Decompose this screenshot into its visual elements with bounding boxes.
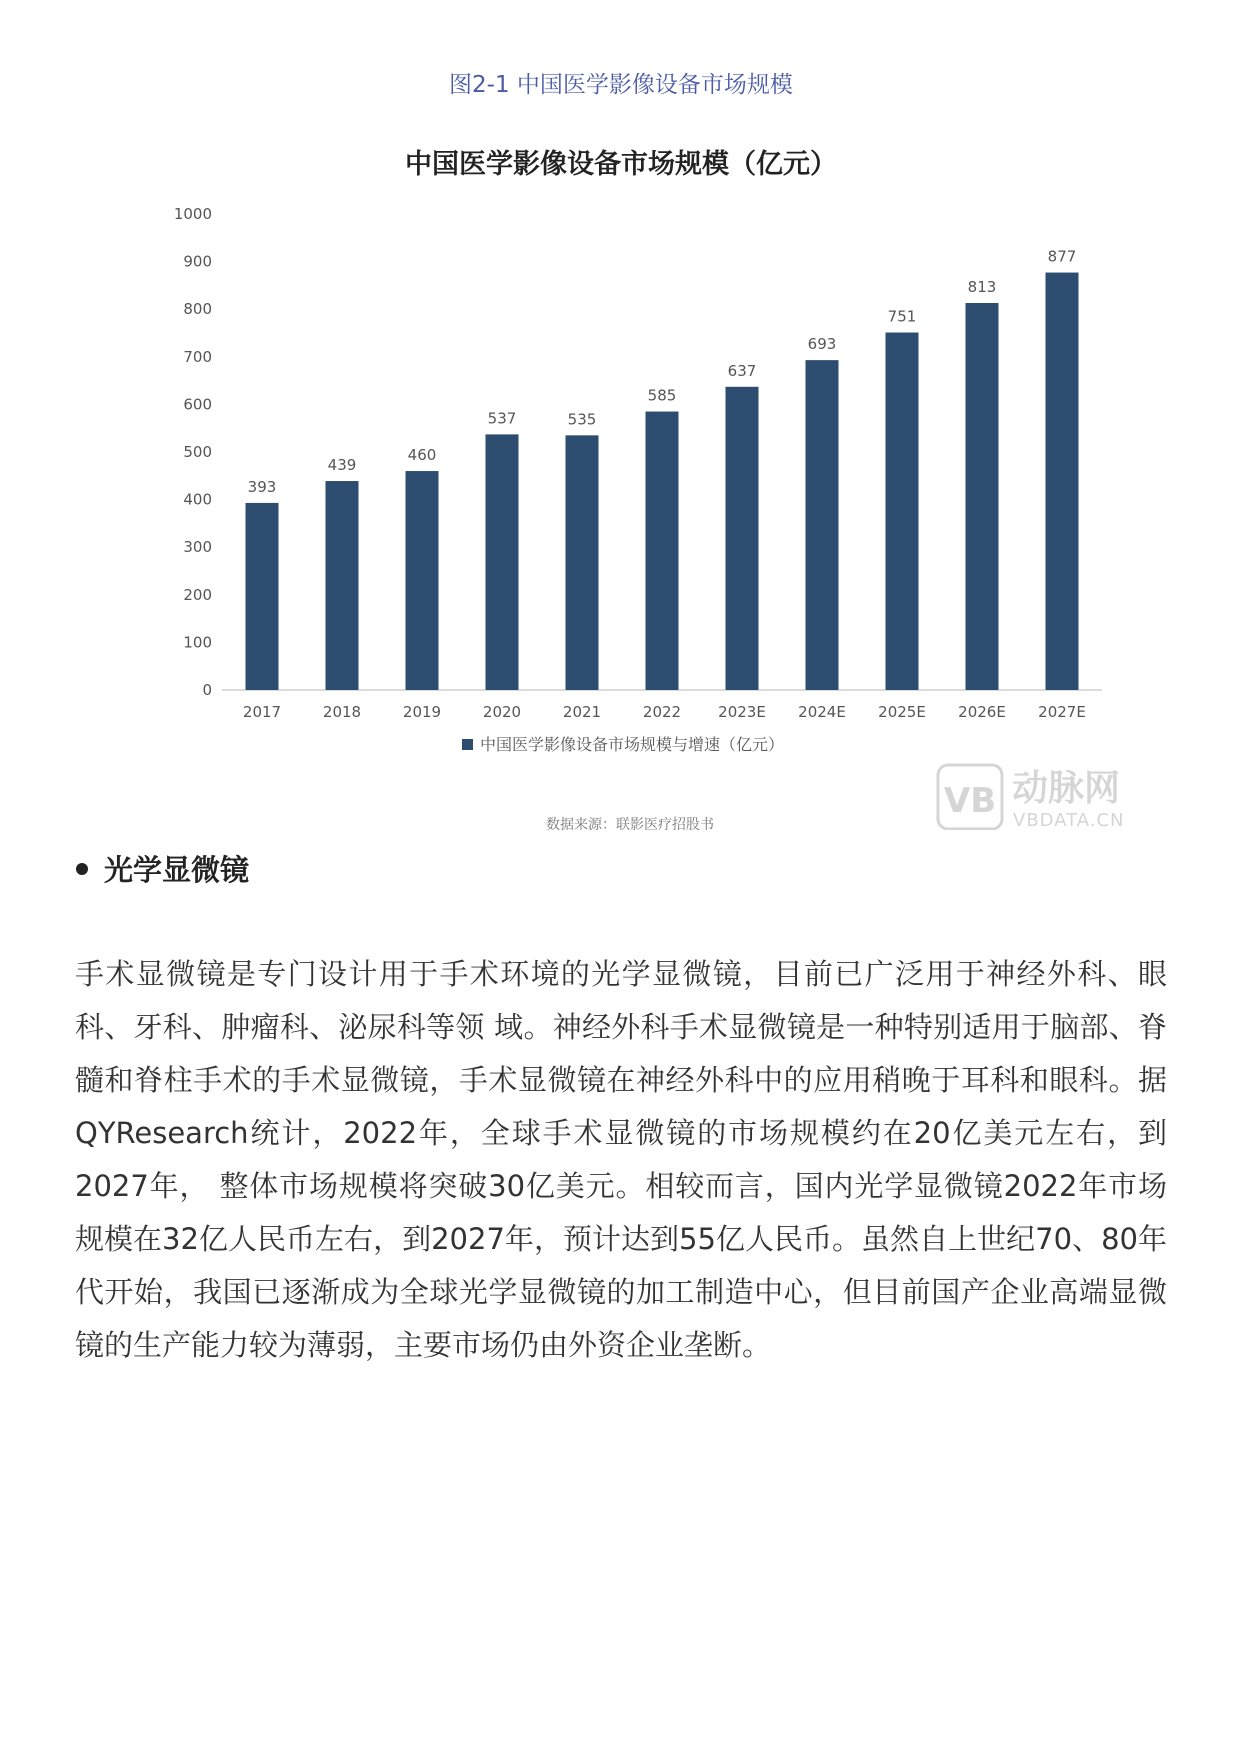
bar-value-label: 637 <box>727 361 757 380</box>
y-tick-label: 200 <box>183 585 212 604</box>
bar-2026E <box>966 303 999 690</box>
body-paragraph: 手术显微镜是专门设计用于手术环境的光学显微镜，目前已广泛用于神经外科、眼科、牙科、肿瘤科、泌尿科等领 域。神经外科手术显微镜是一种特别适用于脑部、脊髓和脊柱手术的手术显微镜，手术显微镜在神经外科中的应用稍晚于耳科和眼科。据QYResearch统计，2022年，全球手术显微镜的市场规模约在20亿美元左右，到2027年， 整体市场规模将突破30亿美元。相较而言，国内光学显微镜2022年市场规模在32亿人民币左右，到2027年，预计达到55亿人民币。虽然自上世纪70、80年代开始，我国已逐渐成为全球光学显微镜的加工制造中心，但目前国产企业高端显微镜的生产能力较为薄弱，主要市场仍由外资企业垄断。 <box>75 957 1167 1362</box>
section-heading <box>76 848 249 889</box>
market-size-bar-chart <box>0 130 1242 830</box>
legend-swatch <box>462 739 473 750</box>
data-source: 数据来源：联影医疗招股书 <box>546 817 714 830</box>
x-tick-label: 2024E <box>798 703 846 721</box>
legend <box>462 735 784 754</box>
x-tick-label: 2023E <box>718 703 766 721</box>
bar-2017 <box>246 503 279 690</box>
bar-value-label: 877 <box>1047 247 1077 266</box>
y-axis-ticks <box>174 205 212 699</box>
bar-value-label: 813 <box>967 278 997 297</box>
watermark-logo <box>938 765 1124 830</box>
y-tick-label: 400 <box>183 490 212 509</box>
y-tick-label: 500 <box>183 443 212 461</box>
watermark-mark: VB <box>943 781 997 821</box>
x-tick-label: 2019 <box>402 703 442 721</box>
bar-2027E <box>1046 273 1079 690</box>
x-tick-label: 2020 <box>482 703 522 721</box>
y-tick-label: 700 <box>183 347 212 366</box>
bar-2023E <box>726 387 759 690</box>
x-axis-ticks <box>243 703 1086 721</box>
bar-2019 <box>406 471 439 690</box>
watermark-cn: 动脉网 <box>1012 768 1121 809</box>
bar-2024E <box>806 360 839 690</box>
y-tick-label: 800 <box>183 300 212 319</box>
legend-label: 中国医学影像设备市场规模与增速（亿元） <box>480 735 785 754</box>
y-tick-label: 600 <box>183 395 212 414</box>
x-tick-label: 2017 <box>242 703 282 721</box>
bar-2025E <box>886 333 919 690</box>
bar-value-label: 751 <box>887 307 917 326</box>
bar-value-label: 535 <box>567 410 597 429</box>
bar-2018 <box>326 481 359 690</box>
bar-value-label: 460 <box>407 446 437 465</box>
watermark-en: VBDATA.CN <box>1013 810 1125 830</box>
bar-2022 <box>646 412 679 690</box>
x-tick-label: 2026E <box>958 703 1006 721</box>
bar-value-label: 585 <box>647 386 677 405</box>
figure-caption: 图2-1 中国医学影像设备市场规模 <box>449 72 793 98</box>
bar-2020 <box>486 434 519 690</box>
bar-value-label: 393 <box>247 477 277 496</box>
x-tick-label: 2022 <box>642 703 682 721</box>
y-tick-label: 900 <box>183 252 212 271</box>
bars-group <box>246 273 1079 690</box>
y-tick-label: 1000 <box>173 205 212 223</box>
section-title: 光学显微镜 <box>104 853 250 887</box>
bar-value-label: 537 <box>487 409 517 428</box>
x-tick-label: 2025E <box>878 703 926 721</box>
chart-title: 中国医学影像设备市场规模（亿元） <box>405 149 837 180</box>
y-tick-label: 300 <box>183 538 212 557</box>
y-tick-label: 100 <box>183 633 212 652</box>
bar-2021 <box>566 435 599 690</box>
bar-value-label: 693 <box>807 335 837 354</box>
x-tick-label: 2018 <box>322 703 362 721</box>
bullet-icon <box>76 863 88 875</box>
x-tick-label: 2027E <box>1038 703 1086 721</box>
y-tick-label: 0 <box>202 681 212 699</box>
x-tick-label: 2021 <box>562 703 602 721</box>
bar-value-label: 439 <box>327 456 357 475</box>
